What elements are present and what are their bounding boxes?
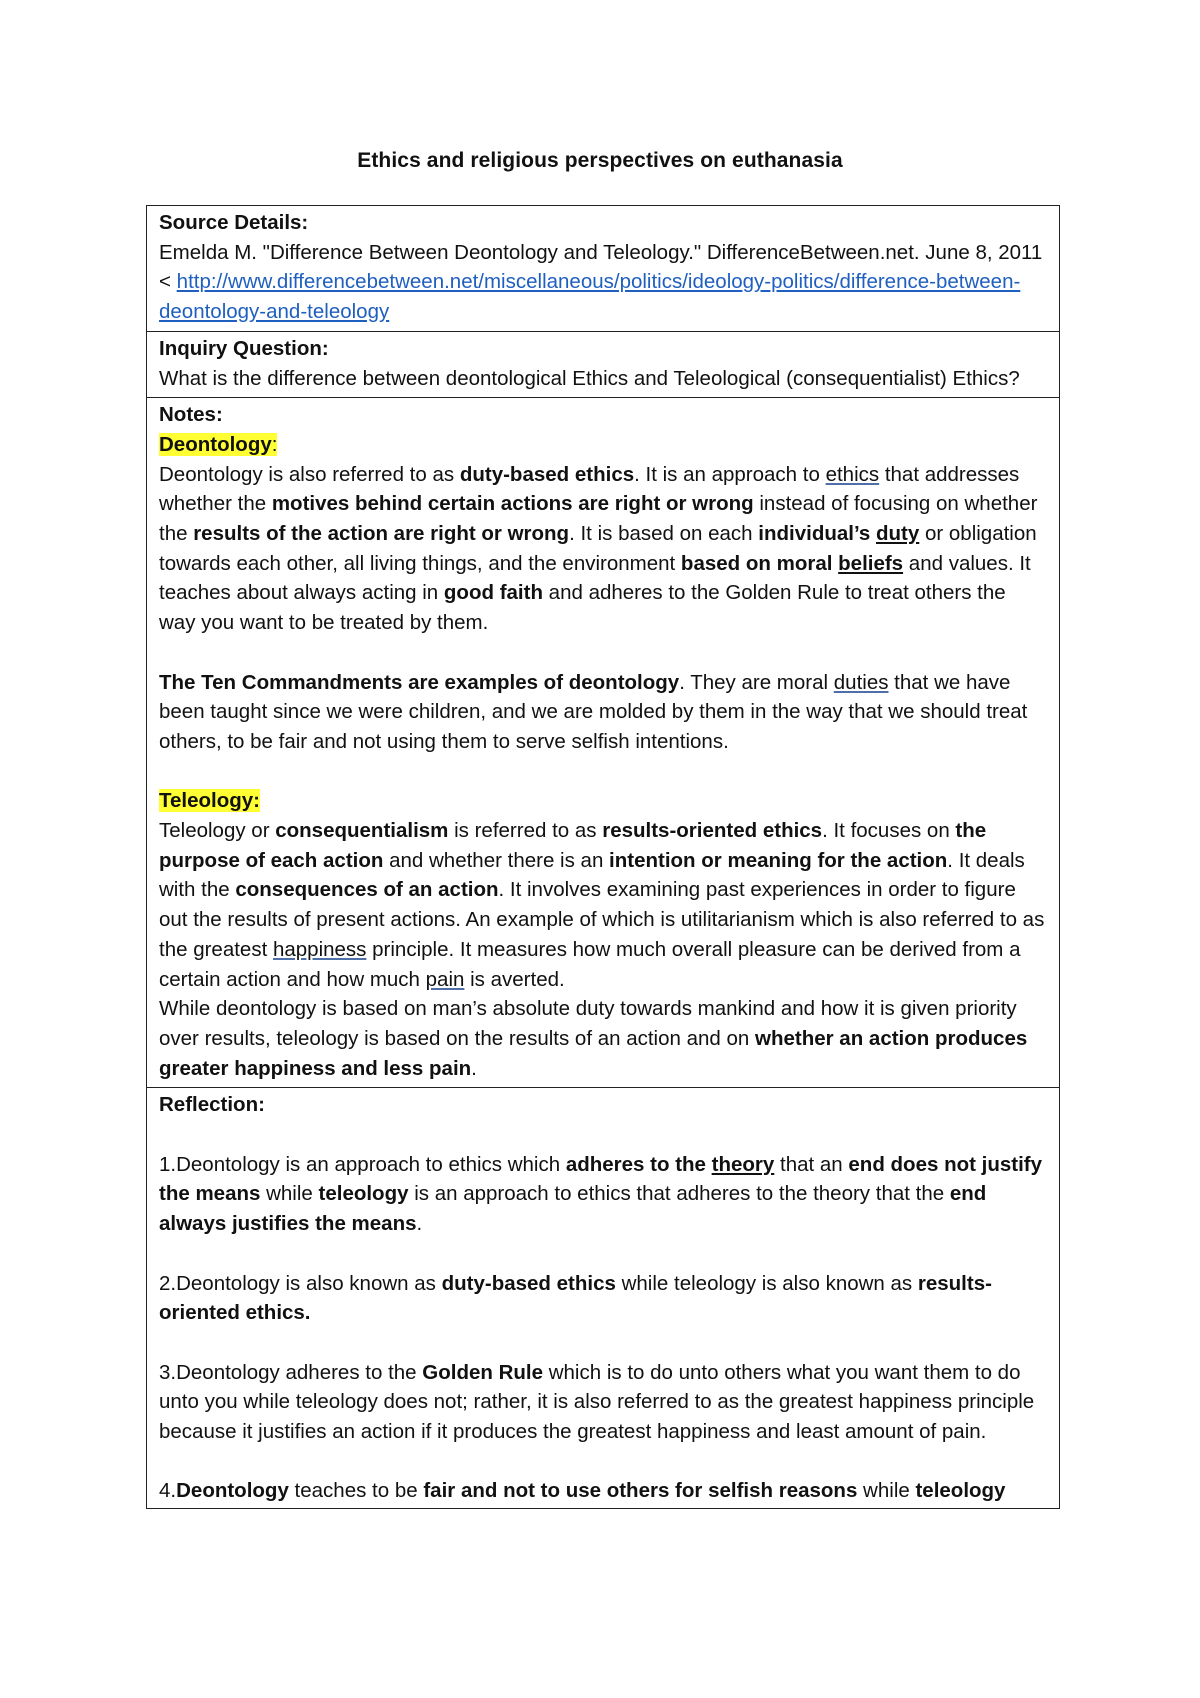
text-run: . bbox=[471, 1056, 477, 1080]
text-run: 4. bbox=[159, 1479, 177, 1503]
text-run: . bbox=[416, 1212, 423, 1236]
reflection-point-2 bbox=[159, 1269, 1047, 1328]
inquiry-question-text: What is the difference between deontological Ethics and Teleological (consequentialist) Ethics? bbox=[159, 366, 1020, 390]
text-run: . They are moral bbox=[679, 670, 834, 694]
text-run: is an approach to ethics that adheres to the theory that the bbox=[408, 1182, 950, 1206]
reflection-point-3 bbox=[159, 1358, 1047, 1447]
bold-run: individual’s bbox=[758, 522, 876, 546]
paragraph-spacer bbox=[159, 1239, 1047, 1269]
text-run: 1.Deontology is an approach to ethics which bbox=[159, 1152, 566, 1176]
notes-label: Notes: bbox=[159, 403, 223, 427]
inquiry-question-label: Inquiry Question: bbox=[159, 336, 329, 360]
bold-run: adheres to the bbox=[565, 1152, 712, 1176]
bold-run: the purpose of each action bbox=[159, 819, 987, 872]
bold-run: end does not justify the means bbox=[159, 1152, 1043, 1206]
citation-text: Emelda M. "Difference Between Deontology and Teleology." DifferenceBetween.net. June 8, 2011 < bbox=[159, 240, 1043, 294]
text-run: which is to do unto others what you want them to do unto you while teleology does not; rather, it is also referred to as the greatest happiness principle because it justifies an action if it produces the greatest happiness and least amount of pain. bbox=[159, 1360, 1035, 1444]
bold-run: good faith bbox=[443, 581, 543, 605]
reflection-label: Reflection: bbox=[159, 1093, 265, 1117]
text-run: . It is an approach to bbox=[634, 462, 826, 486]
comparison-paragraph bbox=[159, 994, 1047, 1083]
text-run: while bbox=[857, 1479, 916, 1503]
reflection-point-1 bbox=[159, 1150, 1047, 1239]
underlined-term: pain bbox=[425, 967, 465, 991]
paragraph-spacer bbox=[159, 1447, 1047, 1477]
text-run: and values. It teaches about always acting in bbox=[159, 551, 1031, 605]
bold-run: Golden Rule bbox=[422, 1360, 544, 1384]
underlined-term: happiness bbox=[272, 937, 367, 961]
text-run: . It is based on each bbox=[569, 522, 759, 546]
text-run: Teleology or bbox=[159, 819, 276, 843]
bold-run: intention or meaning for the action bbox=[609, 848, 948, 872]
text-run: that addresses whether the bbox=[159, 462, 1020, 516]
bold-run: motives behind certain actions are right or wrong bbox=[271, 492, 754, 516]
bold-run: end always justifies the means bbox=[159, 1182, 987, 1236]
text-run: instead of focusing on whether the bbox=[159, 492, 1038, 546]
underlined-term: duties bbox=[833, 670, 889, 694]
bold-run: based on moral bbox=[680, 551, 839, 575]
text-run: Deontology is also referred to as bbox=[159, 462, 460, 486]
source-citation bbox=[159, 238, 1047, 327]
teleology-paragraph bbox=[159, 816, 1047, 994]
source-url-link[interactable]: http://www.differencebetween.net/miscellaneous/politics/ideology-politics/difference-between-deontology-and-teleology bbox=[159, 270, 1021, 324]
text-run: 3.Deontology adheres to the bbox=[159, 1360, 423, 1384]
text-run: and whether there is an bbox=[383, 848, 610, 872]
bold-underlined-term: duty bbox=[876, 522, 920, 546]
teleology-heading bbox=[159, 786, 1047, 816]
text-run: that we have been taught since we were children, and we are molded by them in the way that we should treat others, to be fair and not using them to serve selfish intentions. bbox=[159, 670, 1028, 753]
text-run: principle. It measures how much overall pleasure can be derived from a certain action and how much bbox=[159, 937, 1021, 991]
text-run: 2.Deontology is also known as bbox=[159, 1271, 442, 1295]
bold-run: results-oriented ethics bbox=[602, 819, 823, 843]
bold-run: Deontology bbox=[176, 1479, 289, 1503]
teleology-heading-text: Teleology: bbox=[159, 789, 260, 813]
bold-run: teleology bbox=[915, 1479, 1006, 1503]
text-run: teaches to be bbox=[288, 1479, 424, 1503]
reflection-cell bbox=[147, 1087, 1059, 1508]
bold-underlined-term: theory bbox=[711, 1152, 775, 1176]
source-details-cell bbox=[147, 206, 1059, 331]
paragraph-spacer bbox=[159, 1328, 1047, 1358]
bold-run: consequentialism bbox=[275, 819, 449, 843]
deontology-heading bbox=[159, 430, 1047, 460]
source-details-label: Source Details: bbox=[159, 211, 309, 234]
bold-run: results-oriented ethics. bbox=[159, 1271, 992, 1325]
research-table bbox=[146, 205, 1060, 1509]
bold-run: results of the action are right or wrong bbox=[193, 522, 570, 546]
bold-run: teleology bbox=[318, 1182, 409, 1206]
deontology-heading-text: Deontology bbox=[159, 432, 272, 456]
text-run: is averted. bbox=[464, 967, 565, 991]
text-run: or obligation towards each other, all living things, and the environment bbox=[159, 522, 1037, 575]
deontology-heading-colon: : bbox=[271, 432, 278, 456]
text-run: . It involves examining past experiences in order to figure out the results of present actions. An example of which is utilitarianism which is also referred to as the greatest bbox=[159, 878, 1045, 961]
paragraph-spacer bbox=[159, 757, 1047, 787]
bold-run: The Ten Commandments are examples of deontology bbox=[159, 670, 680, 694]
ten-commandments-paragraph bbox=[159, 668, 1047, 757]
notes-cell bbox=[147, 397, 1059, 1087]
bold-run: whether an action produces greater happiness and less pain bbox=[159, 1026, 1028, 1080]
bold-run: duty-based ethics bbox=[459, 462, 635, 486]
bold-run: fair and not to use others for selfish reasons bbox=[423, 1479, 858, 1503]
paragraph-spacer bbox=[159, 638, 1047, 668]
text-run: while teleology is also known as bbox=[615, 1271, 918, 1295]
reflection-point-4 bbox=[159, 1476, 1047, 1504]
text-run: . It deals with the bbox=[159, 848, 1025, 902]
text-run: while bbox=[260, 1182, 319, 1206]
text-run: While deontology is based on man’s absolute duty towards mankind and how it is given priority over results, teleology is based on the results of an action and on bbox=[159, 997, 1017, 1050]
inquiry-question-cell bbox=[147, 331, 1059, 397]
document-title: Ethics and religious perspectives on euthanasia bbox=[357, 149, 843, 172]
bold-run: duty-based ethics bbox=[441, 1271, 616, 1295]
bold-run: consequences of an action bbox=[235, 878, 499, 902]
text-run: that an bbox=[774, 1152, 849, 1176]
paragraph-spacer bbox=[159, 1120, 1047, 1150]
text-run: . It focuses on bbox=[822, 819, 956, 843]
text-run: and adheres to the Golden Rule to treat others the way you want to be treated by them. bbox=[159, 581, 1006, 635]
deontology-paragraph bbox=[159, 460, 1047, 638]
text-run: is referred to as bbox=[448, 819, 603, 843]
bold-underlined-term: beliefs bbox=[838, 551, 904, 575]
underlined-term: ethics bbox=[825, 462, 880, 486]
